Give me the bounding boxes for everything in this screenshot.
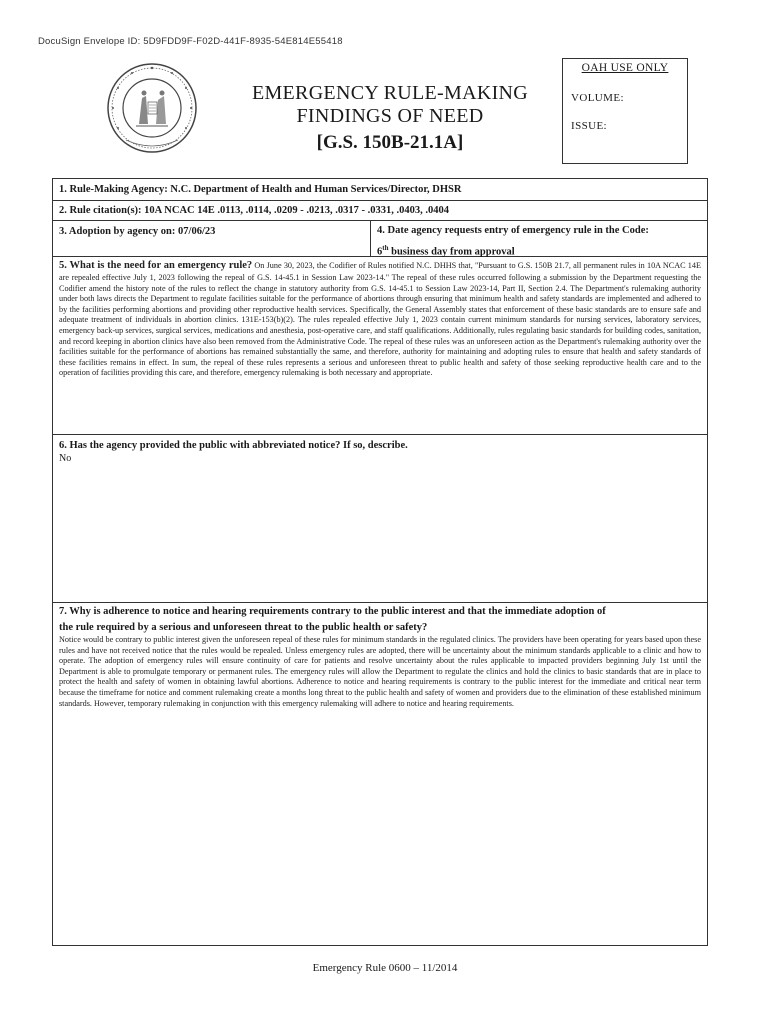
need-section bbox=[53, 257, 707, 379]
adoption-cell bbox=[53, 221, 371, 257]
adherence-answer: Notice would be contrary to public interest given the unforeseen repeal of these rules for minimum standards in the regulated clinics. The providers have been operating for years based upon these rules and have not received notice that the rules would be repealed. Unless emergency rules are adopted, there will be uncertainty about the minimum standards applicable to a clinic and how to operate. The adoption of emergency rules will ensure continuity of care for patients and resolve uncertainty about the rules applicable to impacted providers beginning July 1st until the Department is able to promulgate temporary or permanent rules. The emergency rules will allow the Department to regulate the clinics and hold the clinics to basic standards that are in place to protect the health and safety of women in obtaining lawful abortions. Adherence to notice and hearing requirements is contrary to the public interest for the immediate and critical near term because the timeframe for notice and comment rulemaking create a months long threat to the public health and safety of women and providers due to the elimination of these established minimum standards. However, temporary rulemaking in conjunction with this emergency rulemaking will adhere to notice and hearing requirements. bbox=[59, 635, 701, 708]
form-title bbox=[225, 82, 555, 156]
need-answer: On June 30, 2023, the Codifier of Rules notified N.C. DHHS that, "Pursuant to G.S. 150B 21.7, all permanent rules in 10A NCAC 14E are repealed effective July 1, 2023 following the repeal of G.S. 14-45.1 in Session Law 2023-14." The repeal of these rules occurred following a submission by the Department requesting the Codifier amend the history note of the rules to reflect the change in statutory authority from G.S. 14-45.1 to Session Law 2023-14, Part II, Section 2.4. The Department's rulemaking authority under both laws directs the Department to regulate facilities suitable for the performance of abortions through ensuring that minimum health and safety standards are implemented and adhered to by the facilities performing abortions and providing other reproductive health services. Specifically, the General Assembly states that enforcement of these basic standards are to ensure safe and adequate treatment of individuals in abortion clinics. 131E-153(b)(2). The rules repealed effective July 1, 2023 contain current minimum standards for nursing services, laboratory services, emergency back-up services, surgical services, medications and anesthesia, post-operative care, and staff qualifications. Additionally, rules regulating basic standards for building codes, sanitation, and record keeping in abortion clinics have also been removed from the Administrative Code. The repeal of these rules was an unforeseen action as the Department's rulemaking authority over the facilities suitable for the performance of abortions has remained substantially the same, and therefore, authority for maintaining and adopting rules to ensure that health and safety standards of these facilities remains in effect. In sum, the repeal of these rules represents a serious and unforeseen threat to public health and safety of those seeking reproductive health care and to the operation of facilities providing this care, and therefore, emergency rulemaking is both necessary and appropriate. bbox=[59, 261, 701, 378]
oah-heading: OAH USE ONLY bbox=[581, 62, 669, 74]
form-footer: Emergency Rule 0600 – 11/2014 bbox=[312, 962, 458, 974]
agency-field: 1. Rule-Making Agency: N.C. Department of Health and Human Services/Director, DHSR bbox=[59, 184, 462, 195]
adherence-question-line-2: the rule required by a serious and unforeseen threat to the public health or safety? bbox=[59, 622, 428, 633]
title-line-2: FINDINGS OF NEED bbox=[296, 105, 484, 127]
notice-row bbox=[53, 435, 707, 603]
findings-form bbox=[52, 178, 708, 946]
need-question: 5. What is the need for an emergency rule? bbox=[59, 260, 253, 271]
adherence-question-line-1: 7. Why is adherence to notice and hearing requirements contrary to the public interest and that the immediate adoption of bbox=[59, 606, 606, 617]
entry-request-line-2: 6th business day from approval bbox=[377, 244, 515, 258]
adoption-field: 3. Adoption by agency on: 07/06/23 bbox=[59, 226, 216, 237]
volume-field: VOLUME: bbox=[571, 92, 624, 104]
need-row bbox=[53, 257, 707, 435]
agency-row bbox=[53, 179, 707, 201]
title-line-1: EMERGENCY RULE-MAKING bbox=[251, 82, 529, 104]
notice-answer: No bbox=[59, 453, 72, 464]
entry-request-cell bbox=[371, 221, 707, 260]
envelope-id: DocuSign Envelope ID: 5D9FDD9F-F02D-441F-8935-54E814E55418 bbox=[38, 36, 343, 47]
state-seal-icon bbox=[104, 60, 200, 156]
notice-question: 6. Has the agency provided the public with abbreviated notice? If so, describe. bbox=[59, 440, 408, 451]
entry-request-line-1: 4. Date agency requests entry of emergency rule in the Code: bbox=[377, 225, 649, 236]
adherence-row bbox=[53, 603, 707, 945]
dates-row bbox=[53, 221, 707, 257]
statute-reference: [G.S. 150B-21.1A] bbox=[316, 132, 464, 153]
citation-row bbox=[53, 201, 707, 221]
citation-field: 2. Rule citation(s): 10A NCAC 14E .0113, .0114, .0209 - .0213, .0317 - .0331, .0403, .0404 bbox=[59, 205, 449, 216]
oah-use-only-box bbox=[562, 58, 688, 164]
issue-field: ISSUE: bbox=[571, 120, 608, 132]
